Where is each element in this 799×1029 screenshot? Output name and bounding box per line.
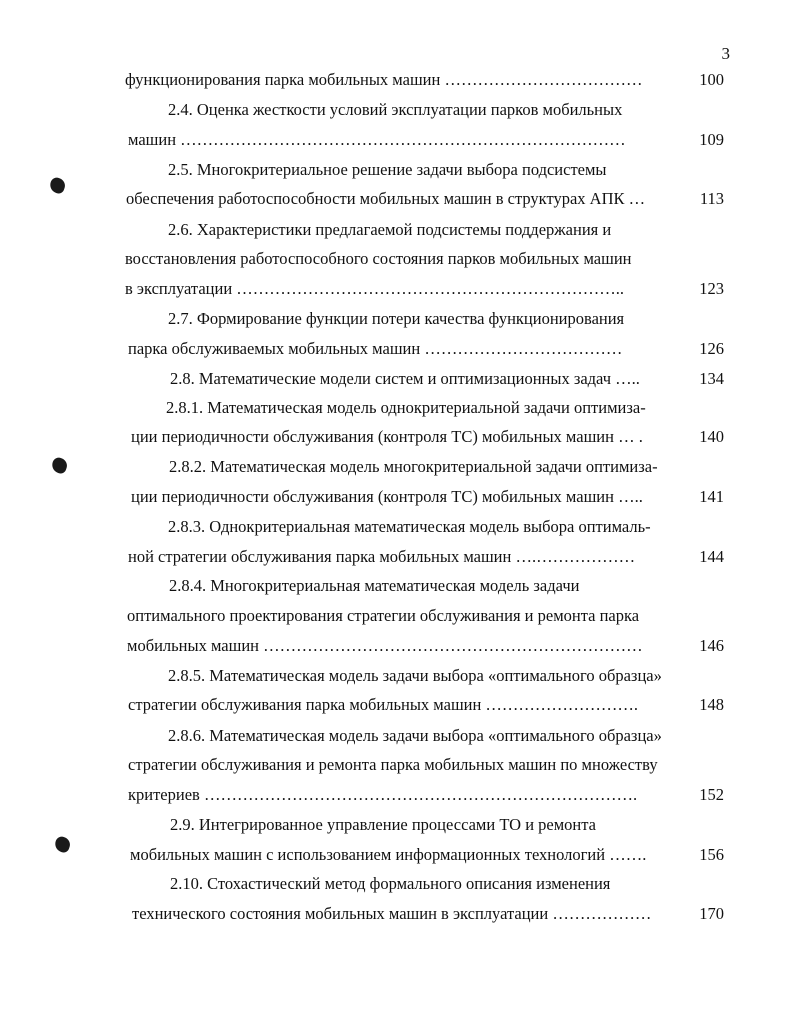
toc-entry-text: парка обслуживаемых мобильных машин ……………………………… [128, 339, 623, 358]
toc-entry-text: стратегии обслуживания и ремонта парка мобильных машин по множеству [128, 755, 658, 774]
toc-line [0, 515, 799, 539]
toc-line [0, 337, 799, 361]
toc-line [0, 425, 799, 449]
toc-line [0, 872, 799, 896]
toc-page-number: 141 [699, 487, 724, 506]
toc-page-number: 152 [699, 785, 724, 804]
toc-line [0, 693, 799, 717]
toc-page-number: 134 [699, 369, 724, 388]
toc-entry-text: 2.8.1. Математическая модель однокритериальной задачи оптимиза- [166, 398, 646, 417]
toc-page-number: 100 [699, 70, 724, 89]
toc-page-number: 148 [699, 695, 724, 714]
toc-line [0, 813, 799, 837]
toc-page-number: 109 [699, 130, 724, 149]
toc-line [0, 98, 799, 122]
toc-line [0, 128, 799, 152]
toc-entry-text: машин ……………………………………………………………………… [128, 130, 626, 149]
toc-page-number: 123 [699, 279, 724, 298]
toc-entry-text: мобильных машин …………………………………………………………… [127, 636, 643, 655]
toc-line [0, 68, 799, 92]
toc-entry-text: 2.5. Многокритериальное решение задачи выбора подсистемы [168, 160, 607, 179]
page-number: 3 [721, 44, 730, 63]
toc-entry-text: ной стратегии обслуживания парка мобильных машин ….……………… [128, 547, 636, 566]
toc-page-number: 113 [699, 189, 724, 208]
toc-line [0, 455, 799, 479]
toc-line [0, 724, 799, 748]
toc-entry-text: 2.6. Характеристики предлагаемой подсистемы поддержания и [168, 220, 612, 239]
toc-entry-text: 2.8.4. Многокритериальная математическая модель задачи [169, 576, 580, 595]
toc-entry-text: технического состояния мобильных машин в эксплуатации ……………… [132, 904, 652, 923]
toc-entry-text: стратегии обслуживания парка мобильных машин ………………………. [128, 695, 639, 714]
toc-line [0, 367, 799, 391]
toc-line [0, 902, 799, 926]
toc-line [0, 574, 799, 598]
toc-page-number: 126 [699, 339, 724, 358]
toc-entry-text: 2.4. Оценка жесткости условий эксплуатации парков мобильных [168, 100, 623, 119]
toc-line [0, 396, 799, 420]
toc-line [0, 843, 799, 867]
toc-page-number: 144 [699, 547, 724, 566]
toc-entry-text: 2.8.5. Математическая модель задачи выбора «оптимального образца» [168, 666, 662, 685]
toc-line [0, 664, 799, 688]
toc-entry-text: ции периодичности обслуживания (контроля ТС) мобильных машин … . [131, 427, 643, 446]
toc-entry-text: 2.8.2. Математическая модель многокритериальной задачи оптимиза- [169, 457, 658, 476]
toc-line [0, 247, 799, 271]
toc-line [0, 485, 799, 509]
toc-entry-text: восстановления работоспособного состояния парков мобильных машин [125, 249, 632, 268]
toc-page-number: 140 [699, 427, 724, 446]
toc-line [0, 307, 799, 331]
toc-entry-text: 2.8. Математические модели систем и оптимизационных задач ….. [170, 369, 640, 388]
toc-entry-text: ции периодичности обслуживания (контроля ТС) мобильных машин ….. [131, 487, 643, 506]
toc-entry-text: 2.8.6. Математическая модель задачи выбора «оптимального образца» [168, 726, 662, 745]
toc-page-number: 146 [699, 636, 724, 655]
toc-entry-text: 2.8.3. Однокритериальная математическая модель выбора оптималь- [168, 517, 651, 536]
toc-page-number: 170 [699, 904, 724, 923]
toc-line [0, 604, 799, 628]
toc-line [0, 545, 799, 569]
toc-line [0, 783, 799, 807]
toc-line [0, 218, 799, 242]
toc-line [0, 634, 799, 658]
toc-entry-text: критериев ……………………………………………………………………. [128, 785, 638, 804]
toc-entry-text: 2.7. Формирование функции потери качества функционирования [168, 309, 625, 328]
toc-line [0, 187, 799, 211]
toc-entry-text: 2.10. Стохастический метод формального описания изменения [170, 874, 611, 893]
toc-entry-text: обеспечения работоспособности мобильных машин в структурах АПК … [126, 189, 646, 208]
toc-line [0, 158, 799, 182]
toc-entry-text: функционирования парка мобильных машин ……………………………… [125, 70, 643, 89]
toc-entry-text: мобильных машин с использованием информационных технологий ……. [130, 845, 647, 864]
toc-entry-text: 2.9. Интегрированное управление процессами ТО и ремонта [170, 815, 597, 834]
toc-line [0, 277, 799, 301]
toc-entry-text: в эксплуатации …………………………………………………………….. [125, 279, 625, 298]
toc-entry-text: оптимального проектирования стратегии обслуживания и ремонта парка [127, 606, 640, 625]
toc-page-number: 156 [699, 845, 724, 864]
toc-line [0, 753, 799, 777]
